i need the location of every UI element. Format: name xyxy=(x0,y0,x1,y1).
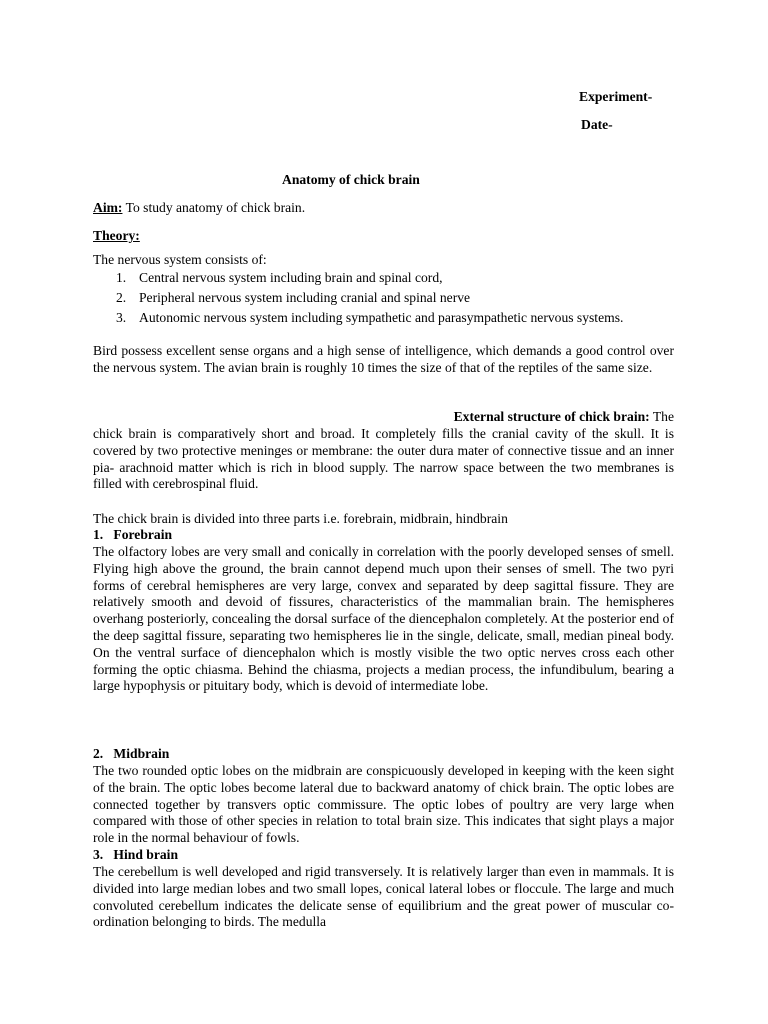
aim-label: Aim: xyxy=(93,200,123,215)
division-sentence: The chick brain is divided into three parts i.e. forebrain, midbrain, hindbrain xyxy=(93,511,508,526)
list-item-1: Central nervous system including brain and spinal cord, xyxy=(139,270,443,285)
aim-text: To study anatomy of chick brain. xyxy=(125,200,306,215)
page-title: Anatomy of chick brain xyxy=(282,172,420,187)
section-heading-midbrain xyxy=(93,746,169,763)
list-number-3: 3. xyxy=(116,310,127,325)
section-number: 3. xyxy=(93,847,104,862)
section-title: Midbrain xyxy=(113,746,170,761)
list-number-1: 1. xyxy=(116,270,127,285)
external-first-word: The xyxy=(652,409,674,424)
section-title: Forebrain xyxy=(113,527,173,542)
list-item-2: Peripheral nervous system including cranial and spinal nerve xyxy=(139,290,471,305)
section-heading-hindbrain xyxy=(93,847,178,864)
date-label: Date- xyxy=(581,117,613,132)
experiment-label: Experiment- xyxy=(579,89,653,104)
external-heading: External structure of chick brain: xyxy=(453,409,650,424)
section-number: 2. xyxy=(93,746,104,761)
bird-paragraph: Bird possess excellent sense organs and a high sense of intelligence, which demands a good control over the nervous system. The avian brain is roughly 10 times the size of that of the reptiles of the same size. xyxy=(93,343,674,375)
theory-label: Theory: xyxy=(93,228,140,243)
external-paragraph: chick brain is comparatively short and broad. It completely fills the cranial cavity of the skull. It is covered by two protective meninges or membrane: the outer dura mater of connective tissue and an inner pia- arachnoid matter which is rich in blood supply. The narrow space between the two membranes is filled with cerebrospinal fluid. xyxy=(93,426,674,492)
list-item-3: Autonomic nervous system including sympathetic and parasympathetic nervous systems. xyxy=(139,310,624,325)
hindbrain-paragraph: The cerebellum is well developed and rigid transversely. It is relatively larger than even in mammals. It is divided into large median lobes and two small lopes, conical lateral lobes or floccule. The large and much convoluted cerebellum indicates the delicate sense of equilibrium and the great power of muscular co-ordination belonging to birds. The medulla xyxy=(93,864,674,930)
section-title: Hind brain xyxy=(113,847,179,862)
theory-intro: The nervous system consists of: xyxy=(93,252,267,267)
forebrain-paragraph: The olfactory lobes are very small and conically in correlation with the poorly developed senses of smell. Flying high above the ground, the brain cannot depend much upon their senses of smell. The two pyri forms of cerebral hemispheres are very large, convex and separated by deep sagittal fissure. They are relatively smooth and devoid of fissures, characteristics of the mammalian brain. The hemispheres overhang posteriorly, concealing the dorsal surface of the diencephalon completely. At the posterior end of the deep sagittal fissure, separating two hemispheres lie in the single, delicate, small, median pineal body. On the ventral surface of diencephalon which is mostly visible the two optic nerves cross each other forming the optic chiasma. Behind the chiasma, projects a median process, the infundibulum, bearing a large hypophysis or pituitary body, which is devoid of intermediate lobe. xyxy=(93,544,674,694)
section-number: 1. xyxy=(93,527,104,542)
section-heading-forebrain xyxy=(93,527,172,544)
external-heading-line xyxy=(93,409,674,426)
midbrain-paragraph: The two rounded optic lobes on the midbrain are conspicuously developed in keeping with the keen sight of the brain. The optic lobes become lateral due to backward anatomy of chick brain. The optic lobes are connected together by transvers optic commissure. The optic lobes of poultry are very large when compared with those of other species in relation to total brain size. This indicates that sight plays a major role in the normal behaviour of fowls. xyxy=(93,763,674,846)
list-number-2: 2. xyxy=(116,290,127,305)
aim-line xyxy=(93,200,305,217)
